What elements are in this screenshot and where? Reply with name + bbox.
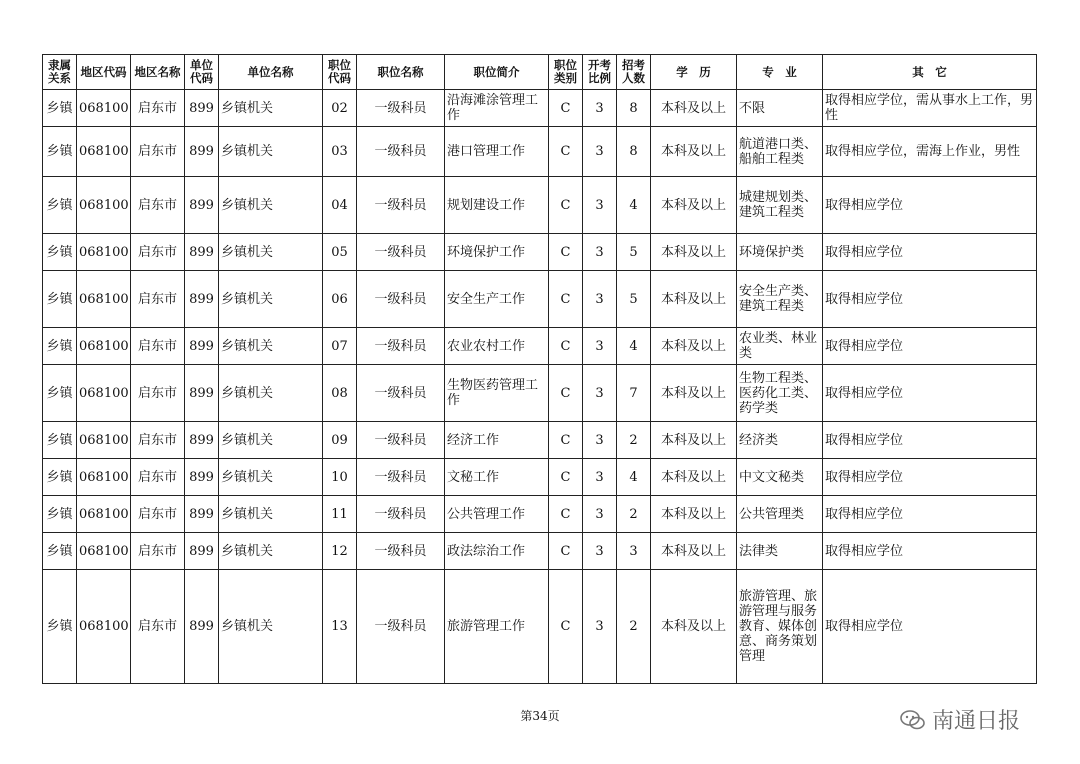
header-education: 学 历	[651, 55, 737, 90]
area-name-cell: 启东市	[131, 90, 185, 127]
table-row	[43, 365, 1037, 422]
area-name-cell: 启东市	[131, 365, 185, 422]
area-name-cell: 启东市	[131, 127, 185, 177]
unit-code-cell: 899	[185, 533, 219, 570]
position-name-cell: 一级科员	[357, 459, 445, 496]
position-brief-cell: 文秘工作	[445, 459, 549, 496]
count-cell: 4	[617, 459, 651, 496]
area-name-cell: 启东市	[131, 177, 185, 234]
header-ratio: 开考比例	[583, 55, 617, 90]
header-rel: 隶属关系	[43, 55, 77, 90]
position-name-cell: 一级科员	[357, 533, 445, 570]
table-row	[43, 459, 1037, 496]
count-cell: 7	[617, 365, 651, 422]
area-name-cell: 启东市	[131, 271, 185, 328]
area-name-cell: 启东市	[131, 422, 185, 459]
position-name-cell: 一级科员	[357, 365, 445, 422]
table-row	[43, 328, 1037, 365]
area-code-cell: 068100	[77, 127, 131, 177]
count-cell: 2	[617, 422, 651, 459]
position-code-cell: 07	[323, 328, 357, 365]
header-position-code: 职位代码	[323, 55, 357, 90]
position-brief-cell: 规划建设工作	[445, 177, 549, 234]
area-code-cell: 068100	[77, 533, 131, 570]
watermark	[900, 704, 1020, 735]
unit-code-cell: 899	[185, 177, 219, 234]
unit-name-cell: 乡镇机关	[219, 271, 323, 328]
other-cell: 取得相应学位	[823, 177, 1037, 234]
rel-cell: 乡镇	[43, 90, 77, 127]
major-cell: 生物工程类、医药化工类、药学类	[737, 365, 823, 422]
position-name-cell: 一级科员	[357, 127, 445, 177]
position-code-cell: 08	[323, 365, 357, 422]
position-code-cell: 06	[323, 271, 357, 328]
category-cell: C	[549, 459, 583, 496]
area-code-cell: 068100	[77, 459, 131, 496]
position-brief-cell: 经济工作	[445, 422, 549, 459]
unit-code-cell: 899	[185, 271, 219, 328]
count-cell: 8	[617, 127, 651, 177]
other-cell: 取得相应学位	[823, 570, 1037, 684]
area-name-cell: 启东市	[131, 496, 185, 533]
count-cell: 4	[617, 328, 651, 365]
unit-name-cell: 乡镇机关	[219, 127, 323, 177]
position-code-cell: 03	[323, 127, 357, 177]
major-cell: 法律类	[737, 533, 823, 570]
header-count: 招考人数	[617, 55, 651, 90]
rel-cell: 乡镇	[43, 271, 77, 328]
education-cell: 本科及以上	[651, 271, 737, 328]
table-row	[43, 496, 1037, 533]
ratio-cell: 3	[583, 459, 617, 496]
header-unit-name: 单位名称	[219, 55, 323, 90]
category-cell: C	[549, 177, 583, 234]
position-name-cell: 一级科员	[357, 271, 445, 328]
position-brief-cell: 旅游管理工作	[445, 570, 549, 684]
rel-cell: 乡镇	[43, 328, 77, 365]
ratio-cell: 3	[583, 90, 617, 127]
area-code-cell: 068100	[77, 177, 131, 234]
count-cell: 5	[617, 271, 651, 328]
position-name-cell: 一级科员	[357, 570, 445, 684]
education-cell: 本科及以上	[651, 177, 737, 234]
rel-cell: 乡镇	[43, 459, 77, 496]
education-cell: 本科及以上	[651, 90, 737, 127]
unit-name-cell: 乡镇机关	[219, 177, 323, 234]
other-cell: 取得相应学位	[823, 328, 1037, 365]
unit-name-cell: 乡镇机关	[219, 570, 323, 684]
other-cell: 取得相应学位，需从事水上工作，男性	[823, 90, 1037, 127]
position-code-cell: 12	[323, 533, 357, 570]
position-name-cell: 一级科员	[357, 90, 445, 127]
position-code-cell: 05	[323, 234, 357, 271]
header-position-category: 职位类别	[549, 55, 583, 90]
unit-code-cell: 899	[185, 570, 219, 684]
position-name-cell: 一级科员	[357, 496, 445, 533]
position-name-cell: 一级科员	[357, 328, 445, 365]
position-code-cell: 02	[323, 90, 357, 127]
other-cell: 取得相应学位	[823, 459, 1037, 496]
other-cell: 取得相应学位	[823, 234, 1037, 271]
unit-code-cell: 899	[185, 234, 219, 271]
area-code-cell: 068100	[77, 234, 131, 271]
table-row	[43, 271, 1037, 328]
rel-cell: 乡镇	[43, 127, 77, 177]
position-brief-cell: 政法综治工作	[445, 533, 549, 570]
position-brief-cell: 港口管理工作	[445, 127, 549, 177]
major-cell: 公共管理类	[737, 496, 823, 533]
unit-name-cell: 乡镇机关	[219, 496, 323, 533]
major-cell: 中文文秘类	[737, 459, 823, 496]
area-code-cell: 068100	[77, 328, 131, 365]
unit-name-cell: 乡镇机关	[219, 459, 323, 496]
wechat-icon	[900, 709, 926, 731]
page-number: 第34页	[520, 709, 560, 723]
category-cell: C	[549, 127, 583, 177]
position-name-cell: 一级科员	[357, 177, 445, 234]
category-cell: C	[549, 496, 583, 533]
header-position-brief: 职位简介	[445, 55, 549, 90]
position-brief-cell: 农业农村工作	[445, 328, 549, 365]
unit-code-cell: 899	[185, 496, 219, 533]
table-row	[43, 570, 1037, 684]
header-other: 其 它	[823, 55, 1037, 90]
major-cell: 不限	[737, 90, 823, 127]
table-body	[43, 90, 1037, 684]
position-brief-cell: 安全生产工作	[445, 271, 549, 328]
area-code-cell: 068100	[77, 422, 131, 459]
unit-code-cell: 899	[185, 365, 219, 422]
education-cell: 本科及以上	[651, 127, 737, 177]
education-cell: 本科及以上	[651, 570, 737, 684]
position-brief-cell: 公共管理工作	[445, 496, 549, 533]
table-row	[43, 533, 1037, 570]
major-cell: 航道港口类、船舶工程类	[737, 127, 823, 177]
other-cell: 取得相应学位	[823, 496, 1037, 533]
category-cell: C	[549, 234, 583, 271]
position-brief-cell: 环境保护工作	[445, 234, 549, 271]
table-row	[43, 127, 1037, 177]
ratio-cell: 3	[583, 570, 617, 684]
education-cell: 本科及以上	[651, 328, 737, 365]
major-cell: 环境保护类	[737, 234, 823, 271]
major-cell: 经济类	[737, 422, 823, 459]
ratio-cell: 3	[583, 328, 617, 365]
area-name-cell: 启东市	[131, 570, 185, 684]
education-cell: 本科及以上	[651, 234, 737, 271]
other-cell: 取得相应学位	[823, 533, 1037, 570]
unit-code-cell: 899	[185, 328, 219, 365]
ratio-cell: 3	[583, 365, 617, 422]
major-cell: 旅游管理、旅游管理与服务教育、媒体创意、商务策划管理	[737, 570, 823, 684]
ratio-cell: 3	[583, 533, 617, 570]
education-cell: 本科及以上	[651, 459, 737, 496]
unit-code-cell: 899	[185, 90, 219, 127]
unit-name-cell: 乡镇机关	[219, 328, 323, 365]
position-name-cell: 一级科员	[357, 422, 445, 459]
count-cell: 2	[617, 496, 651, 533]
ratio-cell: 3	[583, 127, 617, 177]
header-position-name: 职位名称	[357, 55, 445, 90]
unit-name-cell: 乡镇机关	[219, 533, 323, 570]
unit-code-cell: 899	[185, 127, 219, 177]
table-header	[43, 55, 1037, 90]
rel-cell: 乡镇	[43, 533, 77, 570]
ratio-cell: 3	[583, 177, 617, 234]
unit-code-cell: 899	[185, 459, 219, 496]
job-table	[42, 54, 1037, 684]
position-code-cell: 09	[323, 422, 357, 459]
category-cell: C	[549, 328, 583, 365]
unit-code-cell: 899	[185, 422, 219, 459]
unit-name-cell: 乡镇机关	[219, 422, 323, 459]
area-code-cell: 068100	[77, 90, 131, 127]
education-cell: 本科及以上	[651, 533, 737, 570]
rel-cell: 乡镇	[43, 422, 77, 459]
area-code-cell: 068100	[77, 570, 131, 684]
category-cell: C	[549, 533, 583, 570]
table-row	[43, 177, 1037, 234]
major-cell: 农业类、林业类	[737, 328, 823, 365]
other-cell: 取得相应学位	[823, 271, 1037, 328]
table-row	[43, 90, 1037, 127]
unit-name-cell: 乡镇机关	[219, 234, 323, 271]
count-cell: 5	[617, 234, 651, 271]
category-cell: C	[549, 365, 583, 422]
watermark-text: 南通日报	[932, 709, 1021, 734]
area-code-cell: 068100	[77, 365, 131, 422]
education-cell: 本科及以上	[651, 365, 737, 422]
count-cell: 3	[617, 533, 651, 570]
area-code-cell: 068100	[77, 496, 131, 533]
count-cell: 8	[617, 90, 651, 127]
table-row	[43, 234, 1037, 271]
ratio-cell: 3	[583, 496, 617, 533]
education-cell: 本科及以上	[651, 496, 737, 533]
table-row	[43, 422, 1037, 459]
count-cell: 4	[617, 177, 651, 234]
area-code-cell: 068100	[77, 271, 131, 328]
major-cell: 城建规划类、建筑工程类	[737, 177, 823, 234]
position-code-cell: 04	[323, 177, 357, 234]
other-cell: 取得相应学位	[823, 422, 1037, 459]
position-code-cell: 11	[323, 496, 357, 533]
count-cell: 2	[617, 570, 651, 684]
position-code-cell: 10	[323, 459, 357, 496]
ratio-cell: 3	[583, 422, 617, 459]
education-cell: 本科及以上	[651, 422, 737, 459]
category-cell: C	[549, 90, 583, 127]
unit-name-cell: 乡镇机关	[219, 90, 323, 127]
rel-cell: 乡镇	[43, 234, 77, 271]
rel-cell: 乡镇	[43, 496, 77, 533]
header-area-name: 地区名称	[131, 55, 185, 90]
area-name-cell: 启东市	[131, 459, 185, 496]
other-cell: 取得相应学位	[823, 365, 1037, 422]
position-brief-cell: 沿海滩涂管理工作	[445, 90, 549, 127]
header-area-code: 地区代码	[77, 55, 131, 90]
ratio-cell: 3	[583, 234, 617, 271]
position-name-cell: 一级科员	[357, 234, 445, 271]
unit-name-cell: 乡镇机关	[219, 365, 323, 422]
rel-cell: 乡镇	[43, 177, 77, 234]
rel-cell: 乡镇	[43, 570, 77, 684]
position-brief-cell: 生物医药管理工作	[445, 365, 549, 422]
area-name-cell: 启东市	[131, 328, 185, 365]
major-cell: 安全生产类、建筑工程类	[737, 271, 823, 328]
category-cell: C	[549, 422, 583, 459]
header-unit-code: 单位代码	[185, 55, 219, 90]
category-cell: C	[549, 570, 583, 684]
area-name-cell: 启东市	[131, 234, 185, 271]
category-cell: C	[549, 271, 583, 328]
position-code-cell: 13	[323, 570, 357, 684]
other-cell: 取得相应学位，需海上作业，男性	[823, 127, 1037, 177]
area-name-cell: 启东市	[131, 533, 185, 570]
rel-cell: 乡镇	[43, 365, 77, 422]
header-major: 专 业	[737, 55, 823, 90]
ratio-cell: 3	[583, 271, 617, 328]
